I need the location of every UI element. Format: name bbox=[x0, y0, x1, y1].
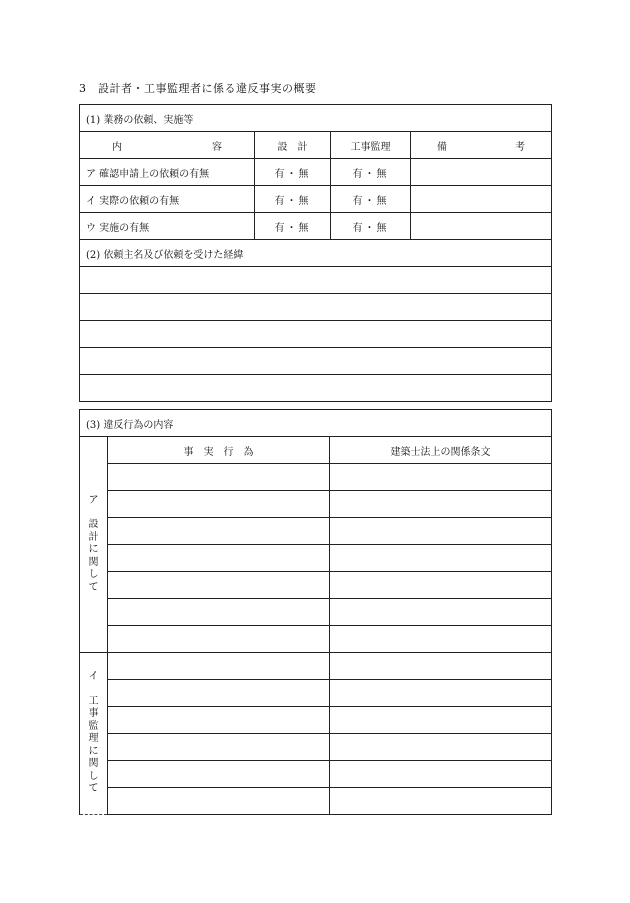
fact-cell[interactable] bbox=[108, 491, 330, 518]
group-a-text: 設計に関して bbox=[88, 519, 99, 593]
fact-cell[interactable] bbox=[108, 788, 330, 815]
fact-cell[interactable] bbox=[108, 653, 330, 680]
section2-title: (2) 依頼主名及び依頼を受けた経緯 bbox=[80, 240, 552, 267]
sekkei-yes-no[interactable]: 有・無 bbox=[255, 159, 331, 186]
fact-cell[interactable] bbox=[108, 626, 330, 653]
law-cell[interactable] bbox=[330, 545, 552, 572]
group-b-label bbox=[80, 653, 108, 815]
law-cell[interactable] bbox=[330, 491, 552, 518]
fact-cell[interactable] bbox=[108, 464, 330, 491]
writing-line[interactable] bbox=[80, 321, 552, 348]
fact-cell[interactable] bbox=[108, 572, 330, 599]
fact-cell[interactable] bbox=[108, 734, 330, 761]
group-b-mark: イ bbox=[88, 671, 99, 683]
kanri-yes-no[interactable]: 有・無 bbox=[331, 159, 411, 186]
biko-cell[interactable] bbox=[411, 186, 552, 213]
row-label: イ 実際の依頼の有無 bbox=[80, 186, 255, 213]
header-naiyo-a: 内 bbox=[112, 141, 122, 153]
law-cell[interactable] bbox=[330, 572, 552, 599]
fact-cell[interactable] bbox=[108, 599, 330, 626]
section1-title: (1) 業務の依頼、実施等 bbox=[80, 105, 552, 132]
header-biko bbox=[411, 132, 552, 159]
law-cell[interactable] bbox=[330, 599, 552, 626]
biko-cell[interactable] bbox=[411, 213, 552, 240]
header-kanri: 工事監理 bbox=[331, 132, 411, 159]
header-naiyo bbox=[80, 132, 255, 159]
writing-line[interactable] bbox=[80, 375, 552, 402]
law-cell[interactable] bbox=[330, 464, 552, 491]
law-cell[interactable] bbox=[330, 626, 552, 653]
law-cell[interactable] bbox=[330, 707, 552, 734]
law-cell[interactable] bbox=[330, 680, 552, 707]
law-cell[interactable] bbox=[330, 788, 552, 815]
law-cell[interactable] bbox=[330, 653, 552, 680]
group-a-label bbox=[80, 437, 108, 653]
writing-line[interactable] bbox=[80, 267, 552, 294]
kanri-yes-no[interactable]: 有・無 bbox=[331, 186, 411, 213]
table-row bbox=[80, 159, 552, 186]
sekkei-yes-no[interactable]: 有・無 bbox=[255, 186, 331, 213]
violation-details-table bbox=[79, 409, 552, 815]
law-cell[interactable] bbox=[330, 734, 552, 761]
row-label: ウ 実施の有無 bbox=[80, 213, 255, 240]
sekkei-yes-no[interactable]: 有・無 bbox=[255, 213, 331, 240]
header-fact: 事 実 行 為 bbox=[108, 437, 330, 464]
header-biko-b: 考 bbox=[515, 141, 526, 153]
group-a-mark: ア bbox=[88, 494, 99, 506]
page-heading: 3 設計者・工事監理者に係る違反事実の概要 bbox=[79, 82, 317, 95]
table-row bbox=[80, 213, 552, 240]
fact-cell[interactable] bbox=[108, 545, 330, 572]
kanri-yes-no[interactable]: 有・無 bbox=[331, 213, 411, 240]
law-cell[interactable] bbox=[330, 518, 552, 545]
fact-cell[interactable] bbox=[108, 518, 330, 545]
header-sekkei: 設 計 bbox=[255, 132, 331, 159]
biko-cell[interactable] bbox=[411, 159, 552, 186]
row-label: ア 確認申請上の依頼の有無 bbox=[80, 159, 255, 186]
violation-summary-table bbox=[79, 104, 552, 402]
fact-cell[interactable] bbox=[108, 761, 330, 788]
header-law: 建築士法上の関係条文 bbox=[330, 437, 552, 464]
writing-line[interactable] bbox=[80, 348, 552, 375]
fact-cell[interactable] bbox=[108, 680, 330, 707]
group-b-text: 工事監理に関して bbox=[88, 695, 99, 795]
fact-cell[interactable] bbox=[108, 707, 330, 734]
law-cell[interactable] bbox=[330, 761, 552, 788]
section3-title: (3) 違反行為の内容 bbox=[80, 410, 552, 437]
header-biko-a: 備 bbox=[437, 141, 447, 153]
writing-line[interactable] bbox=[80, 294, 552, 321]
header-naiyo-b: 容 bbox=[212, 141, 222, 153]
table-row bbox=[80, 186, 552, 213]
